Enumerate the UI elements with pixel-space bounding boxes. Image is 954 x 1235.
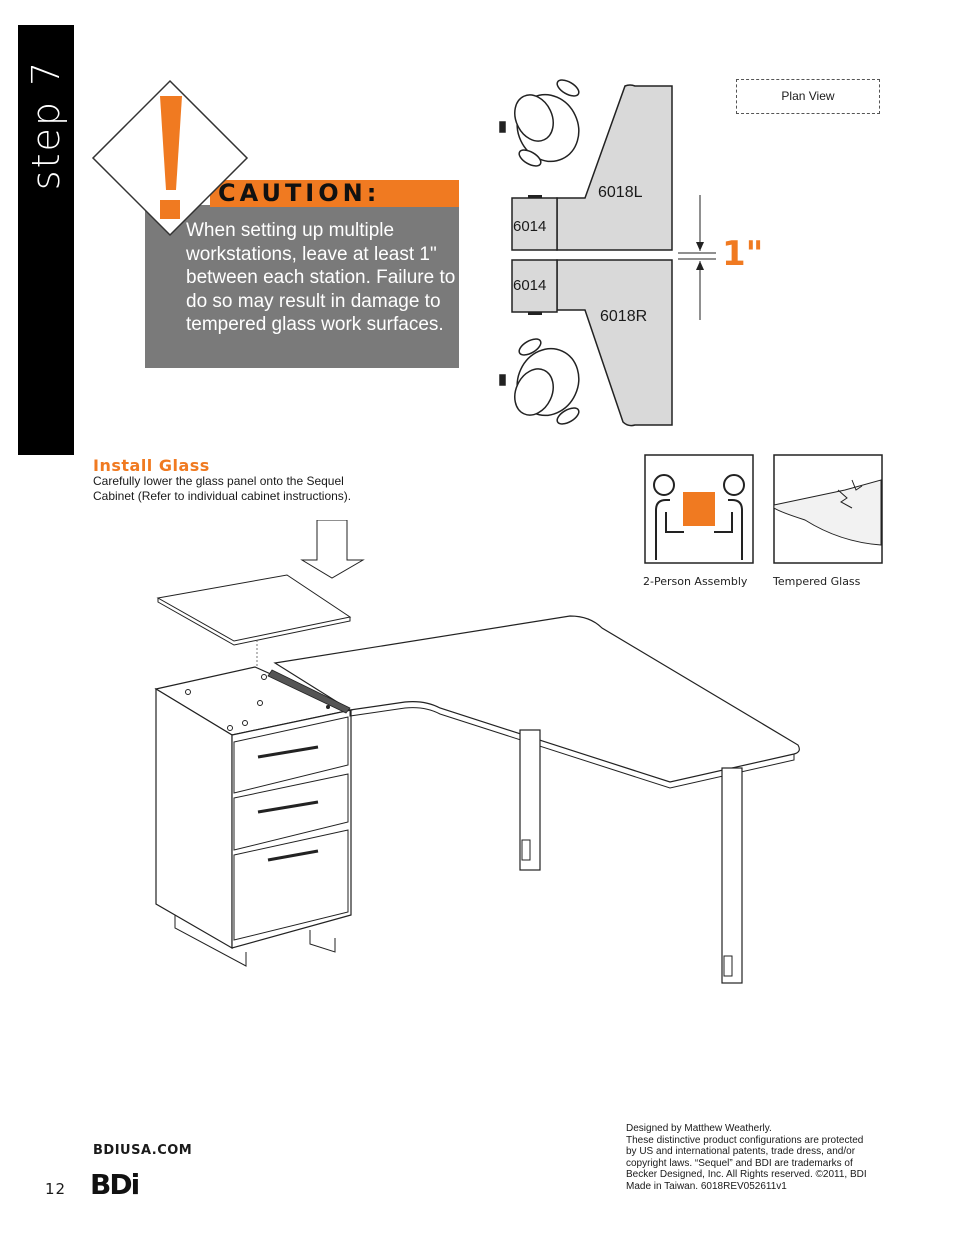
- svg-text:BDi: BDi: [90, 1168, 139, 1196]
- legal-line: by US and international patents, trade dress, and/or: [626, 1146, 856, 1158]
- gap-dimension-label: 1": [722, 234, 764, 274]
- desk-6018r-shape: [557, 260, 672, 426]
- desk-6018l-label: 6018L: [598, 184, 643, 201]
- page-number: 12: [45, 1180, 67, 1198]
- legal-line: These distinctive product configurations are protected: [626, 1134, 864, 1146]
- legal-line: copyright laws. “Sequel” and BDI are trademarks of: [626, 1157, 853, 1169]
- website-link[interactable]: BDIUSA.COM: [93, 1143, 193, 1158]
- warning-icon: [90, 78, 250, 238]
- cabinet-6014-top-label: 6014: [513, 218, 547, 235]
- cabinet-6014-bottom-label: 6014: [513, 277, 547, 294]
- step-label: step 7: [24, 59, 68, 191]
- legal-line: Becker Designed, Inc. All Rights reserved. ©2011, BDI: [626, 1169, 867, 1181]
- plan-view-label: Plan View: [781, 89, 835, 103]
- desk-6018r-label: 6018R: [600, 308, 648, 325]
- down-arrow-icon: [302, 520, 363, 578]
- chair-bottom-icon: [500, 336, 590, 427]
- caution-message: When setting up multiple workstations, leave at least 1" between each station. Failure to do so may result in damage to tempered glass work surfaces.: [186, 220, 456, 335]
- two-person-assembly-label: 2-Person Assembly: [643, 575, 748, 588]
- desk-assembly-illustration: [150, 520, 810, 990]
- legal-line: Designed by Matthew Weatherly.: [626, 1123, 772, 1134]
- tempered-glass-label: Tempered Glass: [773, 575, 861, 588]
- chair-top-icon: [500, 77, 590, 172]
- legal-line: Made in Taiwan. 6018REV052611v1: [626, 1180, 787, 1192]
- legal-notice: [626, 1123, 896, 1193]
- cabinet-icon: [156, 667, 351, 966]
- section-title: Install Glass: [93, 456, 210, 475]
- desk-6018l-shape: [557, 85, 672, 250]
- install-instructions: Carefully lower the glass panel onto the Sequel Cabinet (Refer to individual cabinet instructions).: [93, 474, 352, 503]
- bdi-logo: [90, 1168, 140, 1196]
- caution-title: CAUTION:: [218, 179, 381, 207]
- glass-panel-icon: [158, 575, 350, 645]
